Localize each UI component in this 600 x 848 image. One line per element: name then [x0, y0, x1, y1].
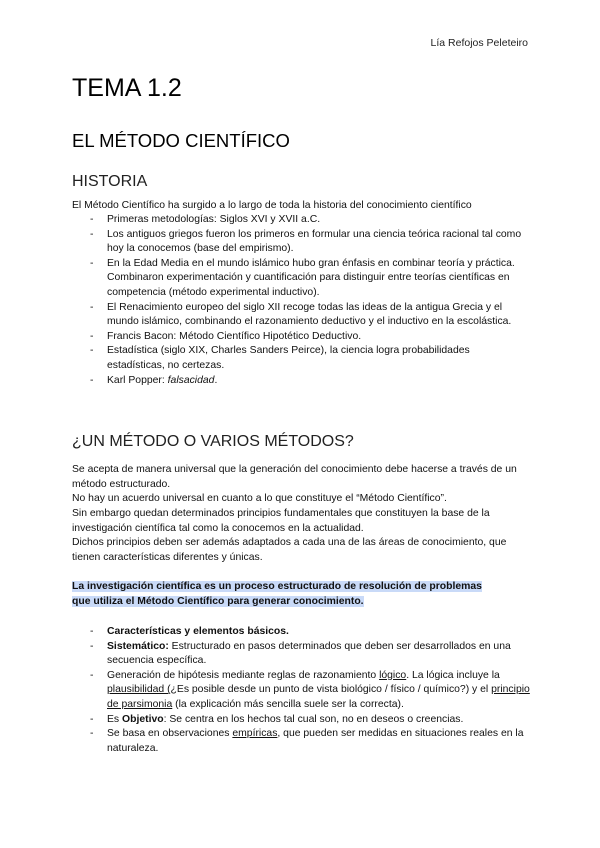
metodos-p1: Se acepta de manera universal que la generación del conocimiento debe hacerse a través de un método estructurado. — [72, 464, 517, 490]
page-title: TEMA 1.2 — [72, 74, 182, 102]
list-item: - Primeras metodologías: Siglos XVI y XVII a.C. — [90, 214, 321, 225]
list-item: - En la Edad Media en el mundo islámico hubo gran énfasis en combinar teoría y práctica. Combinaron experimentación y cuantificación para distinguir entre teorías científicas en competencia (método experimental inductivo). — [90, 257, 515, 298]
highlighted-definition: La investigación científica es un proceso estructurado de resolución de problemas que utiliza el Método Científico para generar conocimiento. — [72, 581, 482, 607]
metodos-p2: No hay un acuerdo universal en cuanto a lo que constituye el “Método Científico”. — [72, 493, 447, 504]
list-item: - Generación de hipótesis mediante reglas de razonamiento lógico. La lógica incluye la plausibilidad (¿Es posible desde un punto de vista biológico / físico / químico?) y el principio de parsimonia (la explicación más sencilla suele ser la correcta). — [90, 669, 530, 710]
list-item: - Se basa en observaciones empíricas, que pueden ser medidas en situaciones reales en la naturaleza. — [90, 728, 524, 754]
metodos-p4: Dichos principios deben ser además adaptados a cada una de las áreas de conocimiento, que tienen características diferentes y únicas. — [72, 537, 507, 563]
list-item: - Francis Bacon: Método Científico Hipotético Deductivo. — [90, 330, 362, 342]
section-heading-historia: HISTORIA — [72, 173, 148, 190]
historia-list — [90, 213, 530, 388]
list-item: - Estadística (siglo XIX, Charles Sanders Peirce), la ciencia logra probabilidades estadísticas, no certezas. — [90, 345, 470, 371]
list-item: - Sistemático: Estructurado en pasos determinados que deben ser desarrollados en una secuencia específica. — [90, 640, 511, 667]
metodos-p3: Sin embargo quedan determinados principios fundamentales que constituyen la base de la investigación científica tal como la conocemos en la actualidad. — [72, 508, 490, 534]
caracteristicas-list — [90, 625, 530, 756]
list-item: - El Renacimiento europeo del siglo XII recoge todas las ideas de la antigua Grecia y el mundo islámico, combinando el razonamiento deductivo y el inductivo en la escolástica. — [90, 301, 512, 328]
historia-intro: El Método Científico ha surgido a lo largo de toda la historia del conocimiento científico — [72, 200, 472, 211]
list-item: - Karl Popper: falsacidad. — [90, 374, 218, 386]
list-item: - Es Objetivo: Se centra en los hechos tal cual son, no en deseos o creencias. — [90, 713, 464, 725]
author-name: Lía Refojos Peleteiro — [430, 37, 528, 49]
list-item: - Los antiguos griegos fueron los primeros en formular una ciencia teórica racional tal como hoy la conocemos (base del empirismo). — [90, 228, 522, 255]
page-subtitle: EL MÉTODO CIENTÍFICO — [72, 130, 290, 151]
list-item: - Características y elementos básicos. — [90, 626, 289, 637]
section-heading-metodos: ¿UN MÉTODO O VARIOS MÉTODOS? — [72, 433, 354, 450]
